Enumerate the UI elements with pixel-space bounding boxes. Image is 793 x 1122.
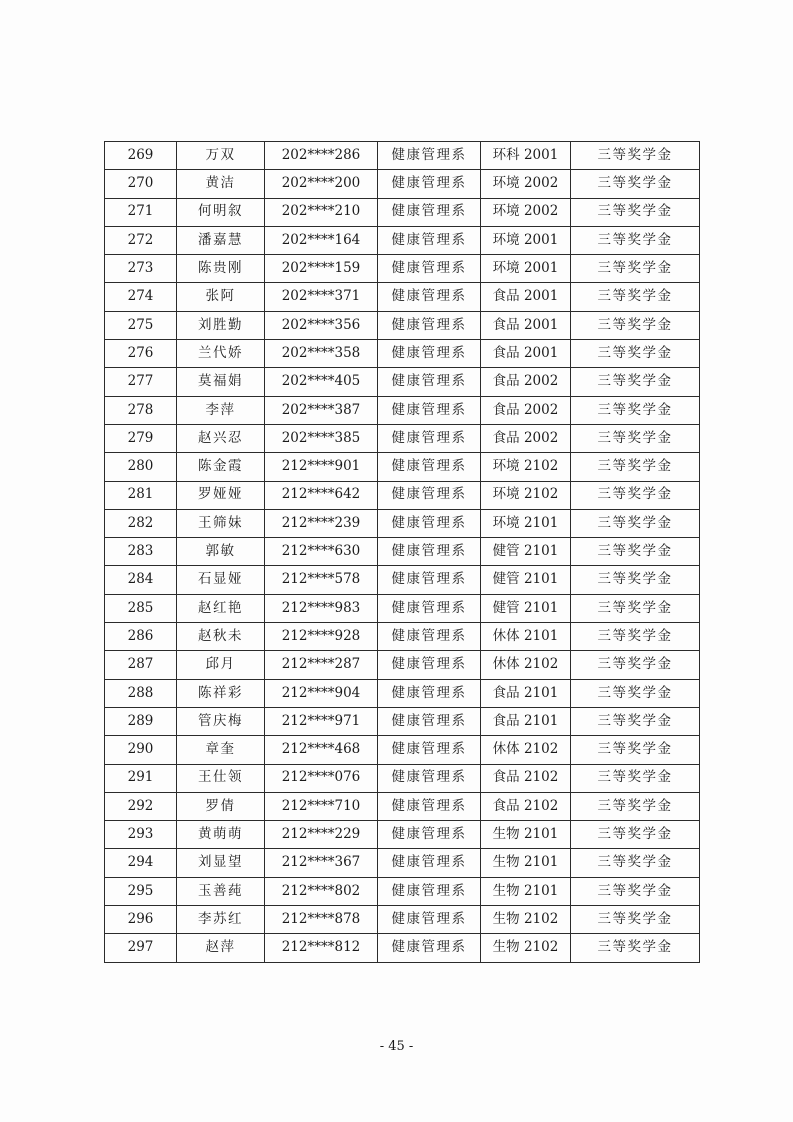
award-level-cell: 三等奖学金: [571, 934, 700, 962]
student-name-cell: 李萍: [177, 396, 265, 424]
student-name-cell: 刘显望: [177, 849, 265, 877]
class-name-cell: 生物 2102: [481, 906, 571, 934]
department-cell: 健康管理系: [378, 821, 481, 849]
department-cell: 健康管理系: [378, 538, 481, 566]
table-row: [105, 453, 700, 481]
class-name-cell: 环境 2101: [481, 509, 571, 537]
award-level-cell: 三等奖学金: [571, 566, 700, 594]
department-cell: 健康管理系: [378, 566, 481, 594]
table-row: [105, 311, 700, 339]
student-id-cell: 212****076: [265, 764, 378, 792]
class-name-cell: 食品 2102: [481, 792, 571, 820]
student-id-cell: 202****210: [265, 198, 378, 226]
award-level-cell: 三等奖学金: [571, 877, 700, 905]
row-number-cell: 273: [105, 255, 177, 283]
class-name-cell: 生物 2101: [481, 877, 571, 905]
class-name-cell: 休体 2102: [481, 736, 571, 764]
table-row: [105, 170, 700, 198]
award-level-cell: 三等奖学金: [571, 594, 700, 622]
table-row: [105, 821, 700, 849]
student-id-cell: 212****971: [265, 707, 378, 735]
row-number-cell: 282: [105, 509, 177, 537]
student-id-cell: 212****904: [265, 679, 378, 707]
student-id-cell: 202****159: [265, 255, 378, 283]
department-cell: 健康管理系: [378, 142, 481, 170]
department-cell: 健康管理系: [378, 594, 481, 622]
student-id-cell: 202****387: [265, 396, 378, 424]
award-level-cell: 三等奖学金: [571, 509, 700, 537]
student-name-cell: 章奎: [177, 736, 265, 764]
award-level-cell: 三等奖学金: [571, 906, 700, 934]
award-level-cell: 三等奖学金: [571, 623, 700, 651]
department-cell: 健康管理系: [378, 877, 481, 905]
award-level-cell: 三等奖学金: [571, 792, 700, 820]
row-number-cell: 279: [105, 424, 177, 452]
award-level-cell: 三等奖学金: [571, 311, 700, 339]
student-name-cell: 兰代娇: [177, 340, 265, 368]
row-number-cell: 269: [105, 142, 177, 170]
row-number-cell: 277: [105, 368, 177, 396]
student-id-cell: 202****356: [265, 311, 378, 339]
row-number-cell: 292: [105, 792, 177, 820]
table-row: [105, 481, 700, 509]
student-name-cell: 赵兴忍: [177, 424, 265, 452]
class-name-cell: 生物 2102: [481, 934, 571, 962]
class-name-cell: 食品 2101: [481, 707, 571, 735]
row-number-cell: 289: [105, 707, 177, 735]
table-row: [105, 707, 700, 735]
student-id-cell: 202****164: [265, 226, 378, 254]
row-number-cell: 270: [105, 170, 177, 198]
table-row: [105, 142, 700, 170]
table-row: [105, 255, 700, 283]
class-name-cell: 食品 2101: [481, 679, 571, 707]
row-number-cell: 276: [105, 340, 177, 368]
class-name-cell: 食品 2001: [481, 311, 571, 339]
award-level-cell: 三等奖学金: [571, 679, 700, 707]
student-name-cell: 陈贵刚: [177, 255, 265, 283]
student-id-cell: 202****286: [265, 142, 378, 170]
student-name-cell: 黄萌萌: [177, 821, 265, 849]
table-row: [105, 340, 700, 368]
student-name-cell: 李苏红: [177, 906, 265, 934]
student-name-cell: 赵萍: [177, 934, 265, 962]
row-number-cell: 290: [105, 736, 177, 764]
scholarship-table: [104, 141, 700, 963]
student-id-cell: 212****878: [265, 906, 378, 934]
award-level-cell: 三等奖学金: [571, 849, 700, 877]
student-name-cell: 莫福娟: [177, 368, 265, 396]
table-body: [105, 142, 700, 963]
department-cell: 健康管理系: [378, 368, 481, 396]
row-number-cell: 296: [105, 906, 177, 934]
row-number-cell: 286: [105, 623, 177, 651]
student-name-cell: 王仕领: [177, 764, 265, 792]
table-row: [105, 623, 700, 651]
student-name-cell: 赵秋未: [177, 623, 265, 651]
class-name-cell: 食品 2002: [481, 368, 571, 396]
table-row: [105, 368, 700, 396]
row-number-cell: 285: [105, 594, 177, 622]
class-name-cell: 健管 2101: [481, 538, 571, 566]
row-number-cell: 284: [105, 566, 177, 594]
student-name-cell: 潘嘉慧: [177, 226, 265, 254]
student-id-cell: 212****367: [265, 849, 378, 877]
student-id-cell: 202****200: [265, 170, 378, 198]
award-level-cell: 三等奖学金: [571, 453, 700, 481]
award-level-cell: 三等奖学金: [571, 707, 700, 735]
row-number-cell: 280: [105, 453, 177, 481]
student-id-cell: 212****630: [265, 538, 378, 566]
page-number: - 45 -: [379, 1039, 414, 1054]
department-cell: 健康管理系: [378, 226, 481, 254]
award-level-cell: 三等奖学金: [571, 736, 700, 764]
award-level-cell: 三等奖学金: [571, 651, 700, 679]
student-id-cell: 202****358: [265, 340, 378, 368]
row-number-cell: 283: [105, 538, 177, 566]
class-name-cell: 食品 2002: [481, 424, 571, 452]
row-number-cell: 288: [105, 679, 177, 707]
department-cell: 健康管理系: [378, 736, 481, 764]
award-level-cell: 三等奖学金: [571, 538, 700, 566]
student-id-cell: 202****371: [265, 283, 378, 311]
table-row: [105, 934, 700, 962]
student-name-cell: 管庆梅: [177, 707, 265, 735]
department-cell: 健康管理系: [378, 623, 481, 651]
award-level-cell: 三等奖学金: [571, 396, 700, 424]
row-number-cell: 271: [105, 198, 177, 226]
student-name-cell: 黄洁: [177, 170, 265, 198]
row-number-cell: 295: [105, 877, 177, 905]
student-name-cell: 万双: [177, 142, 265, 170]
class-name-cell: 食品 2002: [481, 396, 571, 424]
table-row: [105, 849, 700, 877]
student-name-cell: 罗倩: [177, 792, 265, 820]
row-number-cell: 272: [105, 226, 177, 254]
class-name-cell: 环境 2102: [481, 453, 571, 481]
student-name-cell: 王筛妹: [177, 509, 265, 537]
department-cell: 健康管理系: [378, 283, 481, 311]
table-row: [105, 764, 700, 792]
student-name-cell: 张阿: [177, 283, 265, 311]
department-cell: 健康管理系: [378, 340, 481, 368]
row-number-cell: 274: [105, 283, 177, 311]
student-id-cell: 212****710: [265, 792, 378, 820]
student-id-cell: 212****928: [265, 623, 378, 651]
table-row: [105, 792, 700, 820]
class-name-cell: 生物 2101: [481, 849, 571, 877]
student-name-cell: 郭敏: [177, 538, 265, 566]
class-name-cell: 环境 2002: [481, 198, 571, 226]
table-row: [105, 594, 700, 622]
row-number-cell: 291: [105, 764, 177, 792]
student-id-cell: 212****287: [265, 651, 378, 679]
row-number-cell: 275: [105, 311, 177, 339]
department-cell: 健康管理系: [378, 198, 481, 226]
row-number-cell: 297: [105, 934, 177, 962]
department-cell: 健康管理系: [378, 255, 481, 283]
table-row: [105, 651, 700, 679]
award-level-cell: 三等奖学金: [571, 821, 700, 849]
department-cell: 健康管理系: [378, 170, 481, 198]
class-name-cell: 健管 2101: [481, 594, 571, 622]
table-row: [105, 226, 700, 254]
department-cell: 健康管理系: [378, 849, 481, 877]
table-row: [105, 679, 700, 707]
row-number-cell: 278: [105, 396, 177, 424]
department-cell: 健康管理系: [378, 792, 481, 820]
class-name-cell: 食品 2001: [481, 340, 571, 368]
award-level-cell: 三等奖学金: [571, 255, 700, 283]
award-level-cell: 三等奖学金: [571, 283, 700, 311]
student-name-cell: 石显娅: [177, 566, 265, 594]
student-id-cell: 202****385: [265, 424, 378, 452]
department-cell: 健康管理系: [378, 481, 481, 509]
student-name-cell: 何明叙: [177, 198, 265, 226]
table-row: [105, 198, 700, 226]
table-row: [105, 566, 700, 594]
table-row: [105, 424, 700, 452]
award-level-cell: 三等奖学金: [571, 198, 700, 226]
class-name-cell: 生物 2101: [481, 821, 571, 849]
student-id-cell: 212****802: [265, 877, 378, 905]
department-cell: 健康管理系: [378, 424, 481, 452]
award-level-cell: 三等奖学金: [571, 368, 700, 396]
table-row: [105, 509, 700, 537]
student-name-cell: 罗娅娅: [177, 481, 265, 509]
class-name-cell: 食品 2001: [481, 283, 571, 311]
student-name-cell: 陈祥彩: [177, 679, 265, 707]
class-name-cell: 食品 2102: [481, 764, 571, 792]
class-name-cell: 环境 2001: [481, 226, 571, 254]
table-row: [105, 396, 700, 424]
student-id-cell: 212****229: [265, 821, 378, 849]
department-cell: 健康管理系: [378, 509, 481, 537]
student-id-cell: 212****983: [265, 594, 378, 622]
student-name-cell: 陈金霞: [177, 453, 265, 481]
class-name-cell: 健管 2101: [481, 566, 571, 594]
table-row: [105, 283, 700, 311]
student-name-cell: 赵红艳: [177, 594, 265, 622]
student-id-cell: 212****642: [265, 481, 378, 509]
department-cell: 健康管理系: [378, 679, 481, 707]
student-id-cell: 212****812: [265, 934, 378, 962]
table-row: [105, 538, 700, 566]
department-cell: 健康管理系: [378, 453, 481, 481]
student-name-cell: 邱月: [177, 651, 265, 679]
department-cell: 健康管理系: [378, 396, 481, 424]
row-number-cell: 281: [105, 481, 177, 509]
award-level-cell: 三等奖学金: [571, 170, 700, 198]
student-id-cell: 202****405: [265, 368, 378, 396]
class-name-cell: 休体 2102: [481, 651, 571, 679]
row-number-cell: 293: [105, 821, 177, 849]
department-cell: 健康管理系: [378, 906, 481, 934]
table-row: [105, 906, 700, 934]
table-row: [105, 877, 700, 905]
table-row: [105, 736, 700, 764]
department-cell: 健康管理系: [378, 311, 481, 339]
row-number-cell: 287: [105, 651, 177, 679]
award-level-cell: 三等奖学金: [571, 142, 700, 170]
student-id-cell: 212****239: [265, 509, 378, 537]
department-cell: 健康管理系: [378, 934, 481, 962]
class-name-cell: 环科 2001: [481, 142, 571, 170]
award-level-cell: 三等奖学金: [571, 340, 700, 368]
class-name-cell: 环境 2102: [481, 481, 571, 509]
award-level-cell: 三等奖学金: [571, 481, 700, 509]
class-name-cell: 环境 2001: [481, 255, 571, 283]
department-cell: 健康管理系: [378, 764, 481, 792]
award-level-cell: 三等奖学金: [571, 764, 700, 792]
row-number-cell: 294: [105, 849, 177, 877]
class-name-cell: 休体 2101: [481, 623, 571, 651]
department-cell: 健康管理系: [378, 707, 481, 735]
award-level-cell: 三等奖学金: [571, 226, 700, 254]
award-level-cell: 三等奖学金: [571, 424, 700, 452]
class-name-cell: 环境 2002: [481, 170, 571, 198]
department-cell: 健康管理系: [378, 651, 481, 679]
student-id-cell: 212****901: [265, 453, 378, 481]
student-id-cell: 212****468: [265, 736, 378, 764]
student-name-cell: 刘胜勤: [177, 311, 265, 339]
student-id-cell: 212****578: [265, 566, 378, 594]
student-name-cell: 玉善莼: [177, 877, 265, 905]
